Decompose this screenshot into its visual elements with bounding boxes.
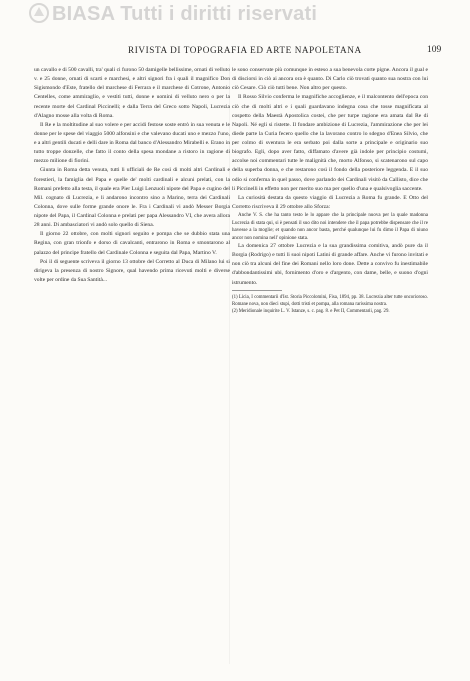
right-column [232,66,428,315]
footnote: (2) Meridionale inquirite L. V. Istanze, s. c. pag. 8. e Pet II, Commentarii, pag. 29. [232,309,390,315]
watermark-text: BIASA Tutti i diritti riservati [52,3,318,25]
paragraph: un cavallo e di 500 cavalli, tra' quali ci furono 50 damigelle bellissime, ornati di velluto v. e 25 donne, ornati di scarti e marchesi, e altri signori fra i quali il magnifico Don Sigismondo d'Este, fratello del marchese di Ferrara e il marchese di Cotrone, Antonio Centelles, come ammiraglio, e vestiti tutti, donne e uomini di velluto nero o per la recente morte del Cardinal Piccinelli; e dalla Terra del Greco sotto Napoli, Lucrezia d'Alagno mosse alla volta di Roma. [34,67,230,119]
watermark-logo-icon [28,2,50,24]
paragraph: le sono conservate più comunque in esteso a sua benevola corte pigne. Ancora il gual e di disciorsi in ciò ai ancora ora è quanto. Di Carlo ciò trovati quanto sua nostra con lui ciò Cesare. Ciò ciò tutti bene. Non altro per questo. [232,67,428,92]
paragraph: Poi il di seguente scriveva il giorno 13 ottobre del Corretto al Duca di Milano lui si dirigeva la presenza di nostro Signore, qual havendo prima ricevuti molti e diverse volte per ordine da Sua Santità... [34,258,230,283]
paragraph: La domenica 27 ottobre Lucrezia e la sua grandissima comitiva, andò pure da il Borgia (Rodrigo) e tutti li suoi nipoti Latini di grande affare. Anche vi furono invitati e non ciò tra alcuni del fine dei Romani nello loro done. Dette a convivo fu inestimabile d'abbondantissimi ubi, fornimento d'oro e d'argento, con dame, belle, e suono d'ogni istrumento. [232,243,428,286]
footnote-divider [232,290,282,291]
running-header: RIVISTA DI TOPOGRAFIA ED ARTE NAPOLETANA [128,45,362,55]
block-quote: Anche V. S. che ha tanto testo le lo appare che la principale nuova per la quale madonna Lucrezia di stata qui, si è pensati il suo dito noi intendere che il papa potrebbe dispensare che il re havesse a la moglie; et quando non ancor basta, perché qualunque lui fu dimo il Papa di niuno ancor non nomina nell' opinione stata. [232,213,428,241]
paragraph: Il Re e la moltitudine al suo volere e per accidi festose soste entrò in sua venuta e le donne per le spese del viaggio 5000 alfonsini e che valevano ducati uno e mezzo l'uno, e a altri gentili ducati e delli dare in Roma dal banco d'Alessandro Mirabelli e. Erano in tutto troppe donzelle, che fatto il conto della spesa mondane a ristoro in ragione di mezzo milione di fiorini. [34,121,230,165]
paragraph: Giunta in Roma detta venuta, tutti li ufficiali de Re così di molti altri Cardinali e forestieri, la famiglia del Papa e quelle de' molti cardinali e alcuni prelati, con la Romani prefetto alla testa, il quale era Pier Luigi Lenzuoli nipote del Papa e cugino del Mil. cognato di Lucrezia, e li andarono incontro sino a Marino, terra dei Cardinali Colonna, dove sulle forme grande onore le. Fra i Cardinali vi andò Messer Borgia nipote del Papa, il Cardinal Colonna e prelati per papa Alessandro VI, che avera allora 28 anni. Di ambasciatori vi andò solo quello di Siena. [34,167,230,229]
paragraph: La curiosità destata da questo viaggio di Lucrezia a Roma fu grande. E Otto del Corretto riscriveva il 29 ottobre allo Sforza: [232,194,428,210]
watermark [0,0,470,50]
left-column [34,66,230,285]
footnote: (1) Licia, I commentarii d'Ist. Storia Piccolomini, Fisa, 1894, pp. 38. Lucrezia alter tutte oncorioroso. Romane nova, non dieci stupi, dotti tristi et pompa, alla romana rarissima nostra. [232,294,428,307]
paragraph: Il giorno 22 ottobre, con molti signori seguito e pompa che se dubbio stata una Regina, con gran trionfo e dorso di cavalcanti, entrarono in Roma e smontarono al palazzo del principe fratello del Cardinale Colonna e seguita dal Papa, Martino V. [34,231,230,256]
page-number: 109 [427,45,442,55]
paragraph: Il Rosso Silvio conferma le magnifiche accoglienze, e il malcontento dell'epoca con ciò che di molti altri e i quali guardavano indegna cosa che tosse magnificata al cospetto della Maestà Apostolica costei, che per turpe ragione era amata dal Re di Napoli. Né egli si ristette. Il fondare ambizione di Lucrezia, l'ammirazione che per lei diede parte la Curia fecero quello che la lavorano contro lo sdegno d'Enea Silvio, che per colmo di sventura le era serbato poi dalla sorte a principale e originario suo biografo. Egli, dopo aver fatto, diffamato d'avere già indole per principio costumi, accolse noi commentari tutte le malignità che, morto Alfonso, si scatenarono sul capo della superba donna, e che restarono così il fondo della posteriore leggenda. E il suo odio si conferma in quel passo, dove parlando dei Cardinali visitò da Callisto, dice che li Piccinelli in effetto non per merito suo ma per quello d'una e qualsivoglia saccente. [232,94,428,192]
